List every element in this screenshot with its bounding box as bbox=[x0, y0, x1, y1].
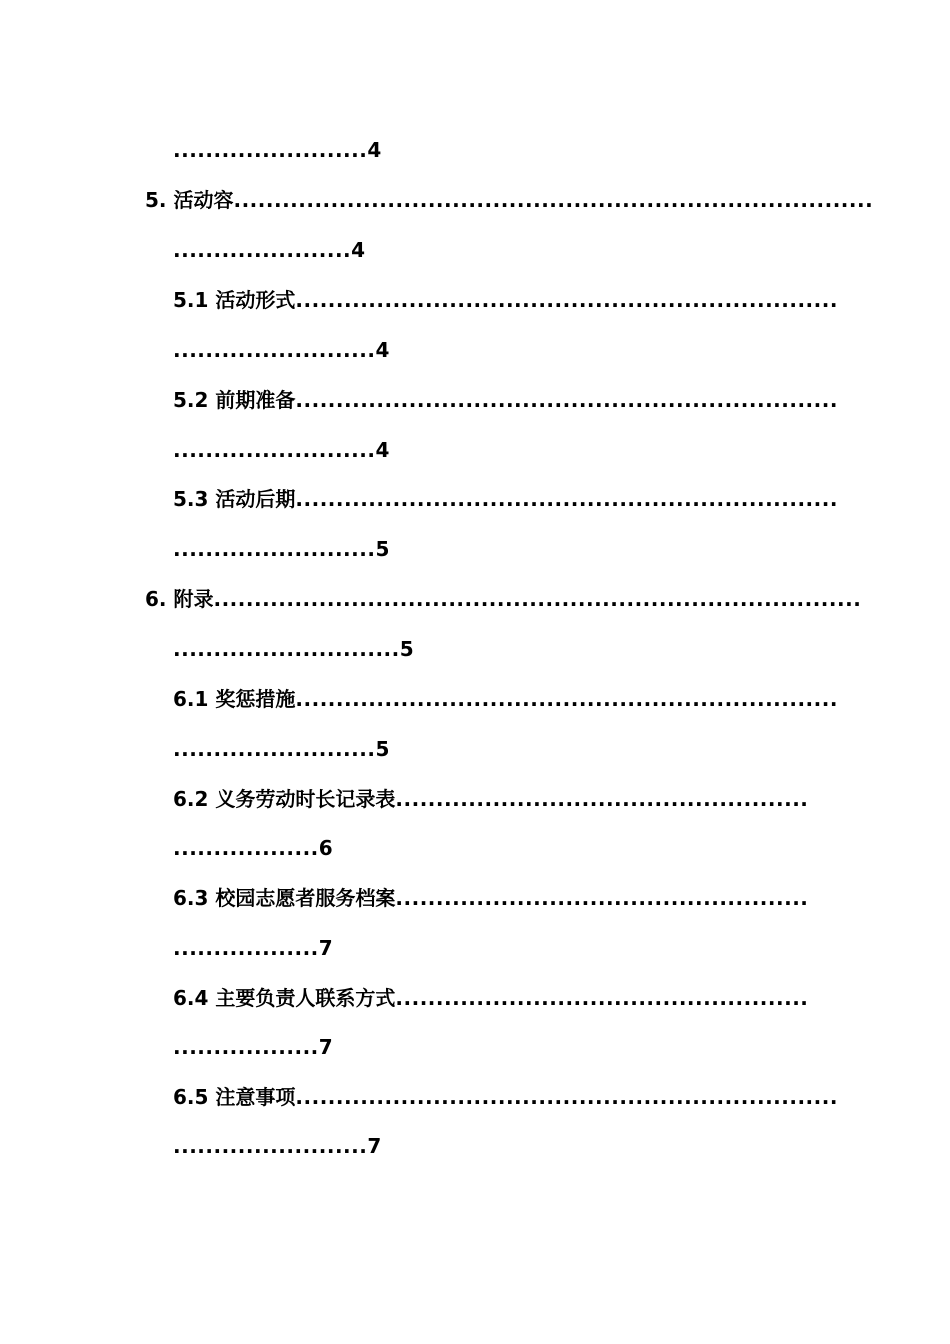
toc-dots: ......................... bbox=[173, 338, 376, 362]
toc-dots: ............................................................................... bbox=[233, 188, 874, 212]
toc-page-number: 7 bbox=[318, 1035, 333, 1059]
toc-page-number: 4 bbox=[351, 238, 366, 262]
toc-entry-title: 6.3 校园志愿者服务档案 bbox=[173, 886, 396, 910]
toc-dots: ................................................... bbox=[395, 787, 809, 811]
toc-entry-5-1[interactable] bbox=[173, 286, 838, 314]
toc-continuation bbox=[173, 834, 773, 862]
toc-entry-5-3[interactable] bbox=[173, 485, 838, 513]
toc-dots: ................................................................................ bbox=[213, 587, 862, 611]
toc-dots: ................................................... bbox=[395, 886, 809, 910]
toc-dots: ................................................................... bbox=[295, 487, 838, 511]
toc-entry-6[interactable] bbox=[145, 585, 862, 613]
toc-entry-title: 6.2 义务劳动时长记录表 bbox=[173, 787, 396, 811]
toc-dots: ......................... bbox=[173, 737, 376, 761]
toc-dots: .................. bbox=[173, 1035, 319, 1059]
toc-continuation bbox=[173, 136, 773, 164]
toc-entry-6-3[interactable] bbox=[173, 884, 809, 912]
toc-page-number: 4 bbox=[375, 438, 390, 462]
toc-entry-title: 5.3 活动后期 bbox=[173, 487, 296, 511]
toc-entry-title: 5. 活动容 bbox=[145, 188, 234, 212]
toc-dots: .................. bbox=[173, 936, 319, 960]
toc-dots: ........................ bbox=[173, 1134, 368, 1158]
toc-dots: ......................... bbox=[173, 537, 376, 561]
toc-continuation bbox=[173, 735, 773, 763]
toc-page-number: 7 bbox=[318, 936, 333, 960]
toc-page-number: 5 bbox=[375, 537, 390, 561]
toc-dots: ........................ bbox=[173, 138, 368, 162]
toc-dots: .................. bbox=[173, 836, 319, 860]
toc-dots: ................................................................... bbox=[295, 1085, 838, 1109]
toc-continuation bbox=[173, 1033, 773, 1061]
toc-entry-title: 5.2 前期准备 bbox=[173, 388, 296, 412]
toc-page-number: 7 bbox=[367, 1134, 382, 1158]
toc-entry-title: 6.5 注意事项 bbox=[173, 1085, 296, 1109]
toc-continuation bbox=[173, 535, 773, 563]
toc-page-number: 5 bbox=[375, 737, 390, 761]
toc-entry-5[interactable] bbox=[145, 186, 874, 214]
toc-continuation bbox=[173, 236, 773, 264]
toc-page-number: 4 bbox=[375, 338, 390, 362]
toc-entry-6-4[interactable] bbox=[173, 984, 809, 1012]
toc-dots: ............................ bbox=[173, 637, 400, 661]
toc-page-number: 5 bbox=[399, 637, 414, 661]
toc-dots: ......................... bbox=[173, 438, 376, 462]
toc-dots: ................................................................... bbox=[295, 288, 838, 312]
toc-dots: ................................................... bbox=[395, 986, 809, 1010]
toc-entry-title: 6.4 主要负责人联系方式 bbox=[173, 986, 396, 1010]
toc-dots: ................................................................... bbox=[295, 388, 838, 412]
toc-continuation bbox=[173, 635, 773, 663]
toc-continuation bbox=[173, 934, 773, 962]
toc-entry-title: 6. 附录 bbox=[145, 587, 214, 611]
toc-entry-5-2[interactable] bbox=[173, 386, 838, 414]
toc-entry-6-5[interactable] bbox=[173, 1083, 838, 1111]
toc-entry-6-2[interactable] bbox=[173, 785, 809, 813]
toc-continuation bbox=[173, 336, 773, 364]
toc-page-number: 4 bbox=[367, 138, 382, 162]
toc-continuation bbox=[173, 1132, 773, 1160]
toc-entry-title: 6.1 奖惩措施 bbox=[173, 687, 296, 711]
toc-entry-6-1[interactable] bbox=[173, 685, 838, 713]
toc-entry-title: 5.1 活动形式 bbox=[173, 288, 296, 312]
toc-page-number: 6 bbox=[318, 836, 333, 860]
toc-continuation bbox=[173, 436, 773, 464]
toc-dots: ...................... bbox=[173, 238, 352, 262]
toc-dots: ................................................................... bbox=[295, 687, 838, 711]
